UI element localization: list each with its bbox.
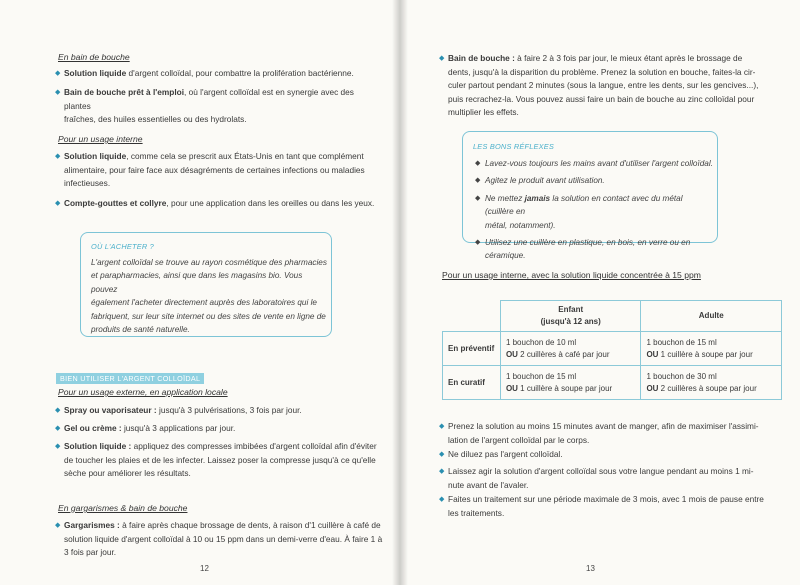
table-row: [443, 332, 782, 366]
bullet-icon: ◆: [439, 496, 445, 503]
table-cell: 1 bouchon de 15 ml OU 1 cuillère à soupe par jour: [641, 332, 782, 366]
list-item: ◆ Solution liquide : appliquez des compresses imbibées d'argent colloïdal afin d'éviter de toucher les plaies et de les infecter. Laissez poser la compresse jusqu'à ce qu'elle sèche pour améliorer les résultats.: [55, 441, 377, 478]
bullet-icon: ◆: [55, 89, 61, 96]
list-item: ◆ Bain de bouche prêt à l'emploi, où l'argent colloïdal est en synergie avec des plantes fraîches, des huiles essentielles ou des hydrolats.: [55, 87, 354, 124]
table-corner: [443, 301, 501, 332]
right-page: [400, 0, 800, 585]
table-row: [443, 366, 782, 400]
list-item: ◆ Compte-gouttes et collyre, pour une application dans les oreilles ou dans les yeux.: [64, 197, 379, 211]
list-item: ◆ Solution liquide, comme cela se prescrit aux États-Unis en tant que complément alimentaire, pour faire face aux désagréments de certaines infections ou maladies infectieuses.: [55, 151, 365, 188]
bullet-icon: ◆: [475, 239, 481, 247]
list-item: ◆ Gargarismes : à faire après chaque brossage de dents, à raison d'1 cuillère à café de solution liquide d'argent colloïdal à 10 ou 15 ppm dans un demi-verre d'eau. À faire 1 à 3 fois par jour.: [55, 520, 383, 557]
row-header-preventif: En préventif: [443, 332, 501, 366]
list-item: ◆ Bain de bouche : à faire 2 à 3 fois par jour, le mieux étant après le brossage de dents, jusqu'à la disparition du problème. Prenez la solution en bouche, faites-la cir- culer partout pendant 2 minutes (sous la langue, entre les dents, sur les gencives...), puis recrachez-la. Vous pouvez aussi faire un bain de bouche au zinc colloïdal pour multiplier les effets.: [439, 53, 759, 117]
table-cell: 1 bouchon de 15 ml OU 1 cuillère à soupe par jour: [500, 366, 641, 400]
section-heading-bain-de-bouche: En bain de bouche: [58, 52, 130, 62]
box-list: ◆ Lavez-vous toujours les mains avant d'utiliser l'argent colloïdal. ◆ Agitez le produit avant utilisation. ◆ Ne mettez jamais la solution en contact avec du métal (cuillère en métal, notamment). ◆ Utilisez une cuillère en plastique, en bois, en verre ou en céramique.: [475, 159, 713, 261]
bullet-icon: ◆: [475, 160, 481, 167]
book-gutter: [392, 0, 408, 585]
dosage-table: [442, 300, 782, 400]
page-number: 13: [586, 564, 595, 573]
info-box-bons-reflexes: [462, 131, 718, 261]
column-header-adulte: Adulte: [641, 301, 782, 332]
list-item: ◆ Ne diluez pas l'argent colloïdal.: [448, 448, 778, 462]
row-header-curatif: En curatif: [443, 366, 501, 400]
table-header-row: [443, 301, 782, 332]
bullet-icon: ◆: [439, 468, 445, 475]
box-title: OÙ L'ACHETER ?: [91, 242, 154, 251]
bullet-icon: ◆: [55, 200, 61, 207]
bullet-icon: ◆: [55, 407, 61, 414]
list-item: ◆ Laissez agir la solution d'argent colloïdal sous votre langue pendant au moins 1 mi- nute avant de l'avaler.: [439, 466, 754, 490]
bullet-icon: ◆: [475, 194, 481, 202]
list-item: ◆ Spray ou vaporisateur : jusqu'à 3 pulvérisations, 3 fois par jour.: [64, 404, 379, 418]
list-item: ◆ Faites un traitement sur une période maximale de 3 mois, avec 1 mois de pause entre les traitements.: [439, 494, 764, 518]
table-cell: 1 bouchon de 30 ml OU 2 cuillères à soupe par jour: [641, 366, 782, 400]
bullet-icon: ◆: [475, 177, 481, 185]
list-item: ◆ Prenez la solution au moins 15 minutes avant de manger, afin de maximiser l'assimi- lation de l'argent colloïdal par le corps.: [439, 421, 759, 445]
table-cell: 1 bouchon de 10 ml OU 2 cuillères à café par jour: [500, 332, 641, 366]
section-tag: BIEN UTILISER L'ARGENT COLLOÏDAL: [56, 373, 204, 384]
bullet-icon: ◆: [439, 55, 445, 62]
section-heading-gargarismes: En gargarismes & bain de bouche: [58, 503, 188, 513]
bullet-icon: ◆: [55, 443, 61, 450]
bullet-icon: ◆: [55, 522, 61, 529]
box-text: L'argent colloïdal se trouve au rayon cosmétique des pharmacies et parapharmacies, ainsi que dans les magasins bio. Vous pouvez également l'acheter directement auprès des laboratoires qui le fabriquent, sur leur site internet ou des sites de vente en ligne de produits de santé naturelle.: [91, 258, 327, 335]
bullet-icon: ◆: [55, 153, 61, 160]
bullet-icon: ◆: [55, 70, 61, 77]
bullet-icon: ◆: [439, 451, 445, 458]
table-heading: Pour un usage interne, avec la solution liquide concentrée à 15 ppm: [442, 270, 701, 280]
section-heading-usage-externe: Pour un usage externe, en application locale: [58, 387, 228, 397]
page-number: 12: [200, 564, 209, 573]
list-item: ◆ Solution liquide d'argent colloïdal, pour combattre la prolifération bactérienne.: [64, 67, 374, 81]
bullet-icon: ◆: [439, 423, 445, 430]
info-box-ou-acheter: [80, 232, 332, 337]
bullet-icon: ◆: [55, 425, 61, 432]
list-item: ◆ Gel ou crème : jusqu'à 3 applications par jour.: [64, 422, 379, 436]
section-heading-usage-interne: Pour un usage interne: [58, 134, 143, 144]
column-header-enfant: Enfant (jusqu'à 12 ans): [500, 301, 641, 332]
box-title: LES BONS RÉFLEXES: [473, 142, 555, 151]
